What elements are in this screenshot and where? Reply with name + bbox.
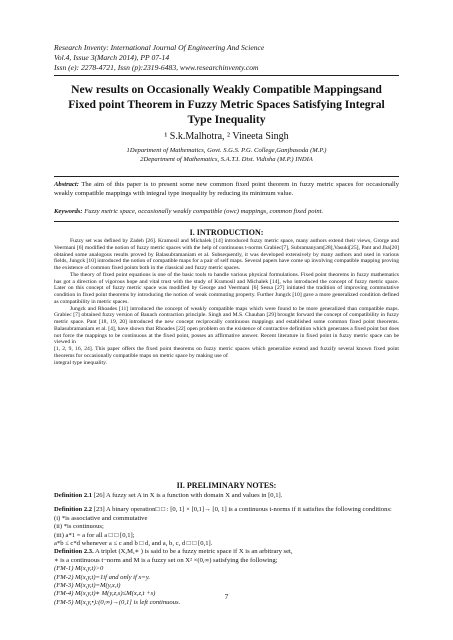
- paragraph: Fuzzy set was defined by Zadeh [26]. Kramosil and Michalek [14] introduced fuzzy metric space, many authors extend their views, Grorge and Veermani [6] modified the notion of fuzzy metric spaces with the help of continuous t-norms Grabiec[7], Subramanyam[28],Vasuki[25], Pant and Jha[20] obtained some analogous results proved by Balasubramaniam et al. Subsequently, it was developed extensively by many authors and used in various fields, Jungck [10] introduced the notion of compatible maps for a pair of self maps. Several papers have come up involving compatible mapping proving the existence of common fixed points both in the classical and fuzzy metric spaces.: [54, 238, 399, 271]
- axiom: (FM-2) M(x,y,t)=1if and only if x=y.: [54, 573, 151, 581]
- definition-text: A triplet (X,M,∗ ) is said to be a fuzzy metric space if X is an arbitrary set,: [93, 548, 293, 556]
- journal-volume: Vol.4, Issue 3(March 2014), PP 07-14: [54, 53, 170, 62]
- axiom: (FM-1) M(x,y,t)>0: [54, 565, 104, 573]
- abstract-label: Abstract:: [54, 181, 79, 188]
- paragraph: integral type inequality.: [54, 359, 107, 366]
- condition: (iii) a*1 = a for all a □ □ [0,1];: [54, 531, 135, 539]
- journal-issn: Issn (e): 2278-4721, Issn (p):2319-6483, www.researchinventy.com: [54, 63, 259, 72]
- journal-header: [54, 43, 404, 73]
- definition-text: [26] A fuzzy set A in X is a function with domain X and values in [0,1].: [92, 492, 283, 499]
- definition-label: Definition 2.2: [54, 506, 93, 514]
- abstract: [54, 181, 399, 199]
- affiliation: 2Department of Mathematics, S.A.T.I. Dist. Vidisha (M.P.) INDIA: [140, 156, 313, 163]
- paragraph: [1, 2, 9, 16, 24]. This paper offers the fixed point theorems on fuzzy metric spaces which generalize extend and fuzzify several known fixed point theorems for occasionally compatible maps on metric space by making use of: [54, 346, 399, 359]
- authors: ¹ S.k.Malhotra, ² Vineeta Singh: [164, 131, 289, 142]
- section-heading-preliminary: II. PRELIMINARY NOTES:: [176, 481, 277, 490]
- abstract-text: The aim of this paper is to present some new common fixed point theorem in fuzzy metric spaces for occasionally weakly compatible mappings with integral type inequality by reducing its minimum value.: [54, 181, 399, 197]
- definition-label: Definition 2.1: [54, 492, 93, 499]
- section-heading-introduction: I. INTRODUCTION:: [189, 228, 264, 237]
- axiom: (FM-4) M(x,y,t)∗ M(y,z,s)≤M(x,z,t +s): [54, 590, 156, 598]
- paragraph: The theory of fixed point equations is one of the basic tools to handle various physical formulations. Fixed point theorems in fuzzy mathematics has got a direction of vigorous hope and vital trust with the study of Kramosil and Michalek [14], who introduced the concept of fuzzy metric space. Later on this concept of fuzzy metric space was modified by George and Veermani [6] Sessa [27] initiated the tradition of improving commutative condition in fixed point theorems by introducing the notion of weak commuting property. Further Jungck [10] gave a more generalized condition defined as compatibility in metric spaces.: [54, 271, 399, 305]
- preliminary-body: [54, 492, 399, 607]
- abstract-bottom-rule: [54, 221, 399, 222]
- keywords-label: Keywords:: [54, 208, 83, 215]
- title-line: Fixed point Theorem in Fuzzy Metric Spaces Satisfying Integral: [68, 97, 385, 111]
- page-number: 7: [224, 592, 229, 601]
- keywords: [54, 208, 399, 217]
- paragraph: Jungck and Rhoades [11] introduced the concept of weakly compatible maps which were found to be more generalized than compatible maps. Grabiec [7] obtained fuzzy version of Banach contraction principle. Singh and M.S. Chauhan [29] brought forward the concept of compatibility in fuzzy metric space. Pant [18, 19, 20] introduced the new concept reciprocally continuous mappings and established some common fixed point theorems. Balasubramaniam et al. [4], have shown that Rhoades [22] open problem on the existence of contractive definition which generates a fixed point but does not force the mappings to be continuous at the fixed point, posses an affirmative answer. Recent literature in fixed point in fuzzy metric space can be viewed in: [54, 305, 399, 346]
- condition: (ii) *is continuous;: [54, 523, 104, 531]
- definition-continuation: ∗ is a continuous t−norm and M is a fuzzy set on X² ×(0,∞) satisfying the following;: [54, 556, 278, 564]
- definition-label: Definition 2.3.: [54, 548, 94, 556]
- title-line: Type Inequality: [187, 112, 266, 126]
- definition-text: [23] A binary operation□ □ : [0, 1] × [0,1]→ [0, 1] is a continuous t-norms if it satisfies the following conditions:: [92, 506, 392, 514]
- axiom: (FM-3) M(x,y,t)=M(y,x,t): [54, 582, 121, 590]
- axiom: (FM-5) M(x,y,•):(0,∞)→(0,1] is left continuous.: [54, 598, 181, 606]
- condition: (i) *is associative and commutative: [54, 514, 148, 522]
- definition-2-2: [54, 506, 399, 514]
- affiliations: [54, 146, 399, 164]
- paper-title: [54, 83, 399, 127]
- introduction-body: [54, 238, 399, 366]
- definition-2-3: [54, 548, 399, 556]
- definition-2-1: [54, 492, 399, 500]
- keywords-text: Fuzzy metric space, occasionally weakly compatible (owc) mappings, common fixed point.: [82, 208, 324, 215]
- abstract-top-rule: [54, 176, 399, 177]
- journal-name: Research Inventy: International Journal Of Engineering And Science: [54, 43, 265, 52]
- affiliation: 1Department of Mathematics, Govt. S.G.S. P.G. College,Ganjbasoda (M.P.): [126, 147, 327, 154]
- header-rule: [54, 75, 399, 76]
- title-line: New results on Occasionally Weakly Compatible Mappingsand: [71, 83, 382, 96]
- condition: a*b ≤ c*d whenever a ≤ c and b □ d, and a, b, c, d □ □ [0,1].: [54, 540, 213, 548]
